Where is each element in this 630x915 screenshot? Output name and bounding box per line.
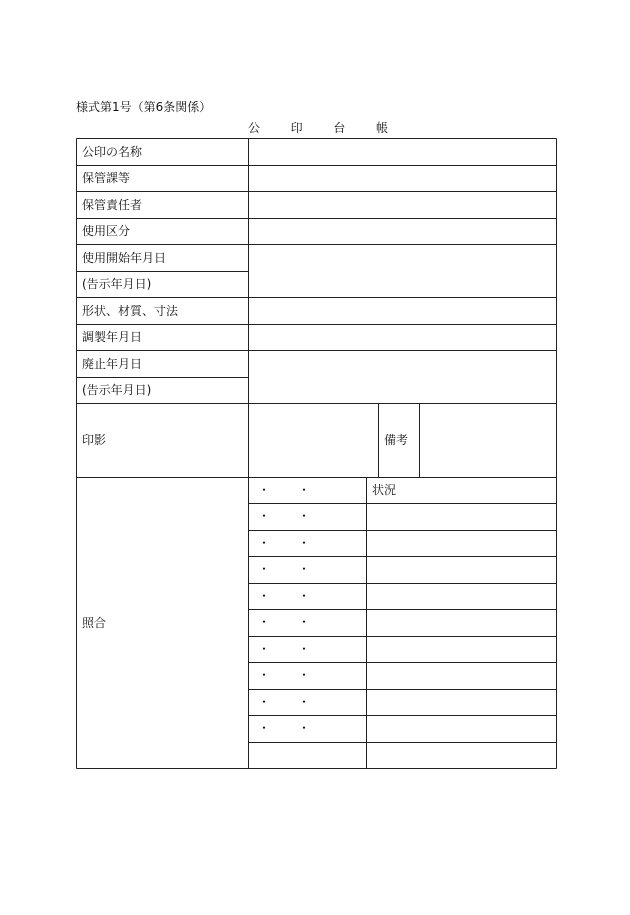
collation-date-dot: ・: [298, 589, 311, 603]
title-char-2: 印: [290, 121, 303, 135]
label-department: 保管課等: [82, 171, 131, 185]
collation-date-dot: ・: [258, 562, 271, 576]
collation-date-dot: ・: [298, 509, 311, 523]
title-char-3: 台: [333, 121, 346, 135]
collation-date-dot: ・: [298, 615, 311, 629]
collation-date-dot: ・: [298, 695, 311, 709]
label-made-date: 調製年月日: [82, 330, 143, 344]
collation-date-dot: ・: [258, 536, 271, 550]
label-custodian: 保管責任者: [82, 197, 143, 212]
title-char-1: 公: [248, 121, 261, 135]
label-collation: 照合: [82, 615, 107, 630]
collation-date-dot: ・: [298, 642, 311, 656]
seal-register-table: [76, 138, 557, 769]
collation-date-dot: ・: [258, 589, 271, 603]
collation-date-dot: ・: [298, 562, 311, 576]
collation-date-dot: ・: [258, 668, 271, 682]
label-remarks: 備考: [384, 433, 409, 447]
form-number: 様式第1号（第6条関係）: [76, 100, 212, 114]
label-usage-category: 使用区分: [82, 224, 131, 238]
label-start-notice-date: (告示年月日): [82, 277, 152, 291]
label-seal-name: 公印の名称: [82, 144, 143, 159]
label-start-date: 使用開始年月日: [82, 250, 167, 265]
label-abolished-date: 廃止年月日: [82, 356, 143, 371]
collation-date-dot: ・: [258, 615, 271, 629]
collation-date-dot: ・: [258, 642, 271, 656]
collation-date-dot: ・: [298, 668, 311, 682]
collation-date-dot: ・: [298, 536, 311, 550]
collation-date-dot: ・: [258, 695, 271, 709]
collation-date-dot: ・: [258, 483, 271, 497]
collation-status-header: 状況: [372, 483, 397, 497]
label-abolished-notice-date: (告示年月日): [82, 383, 152, 397]
collation-date-dot: ・: [258, 721, 271, 735]
collation-date-dot: ・: [258, 509, 271, 523]
collation-date-dot: ・: [298, 721, 311, 735]
form-title: [248, 120, 388, 136]
label-seal-impression: 印影: [82, 433, 107, 447]
label-shape-material-size: 形状、材質、寸法: [82, 303, 179, 318]
collation-date-dot: ・: [298, 483, 311, 497]
title-char-4: 帳: [375, 121, 388, 135]
